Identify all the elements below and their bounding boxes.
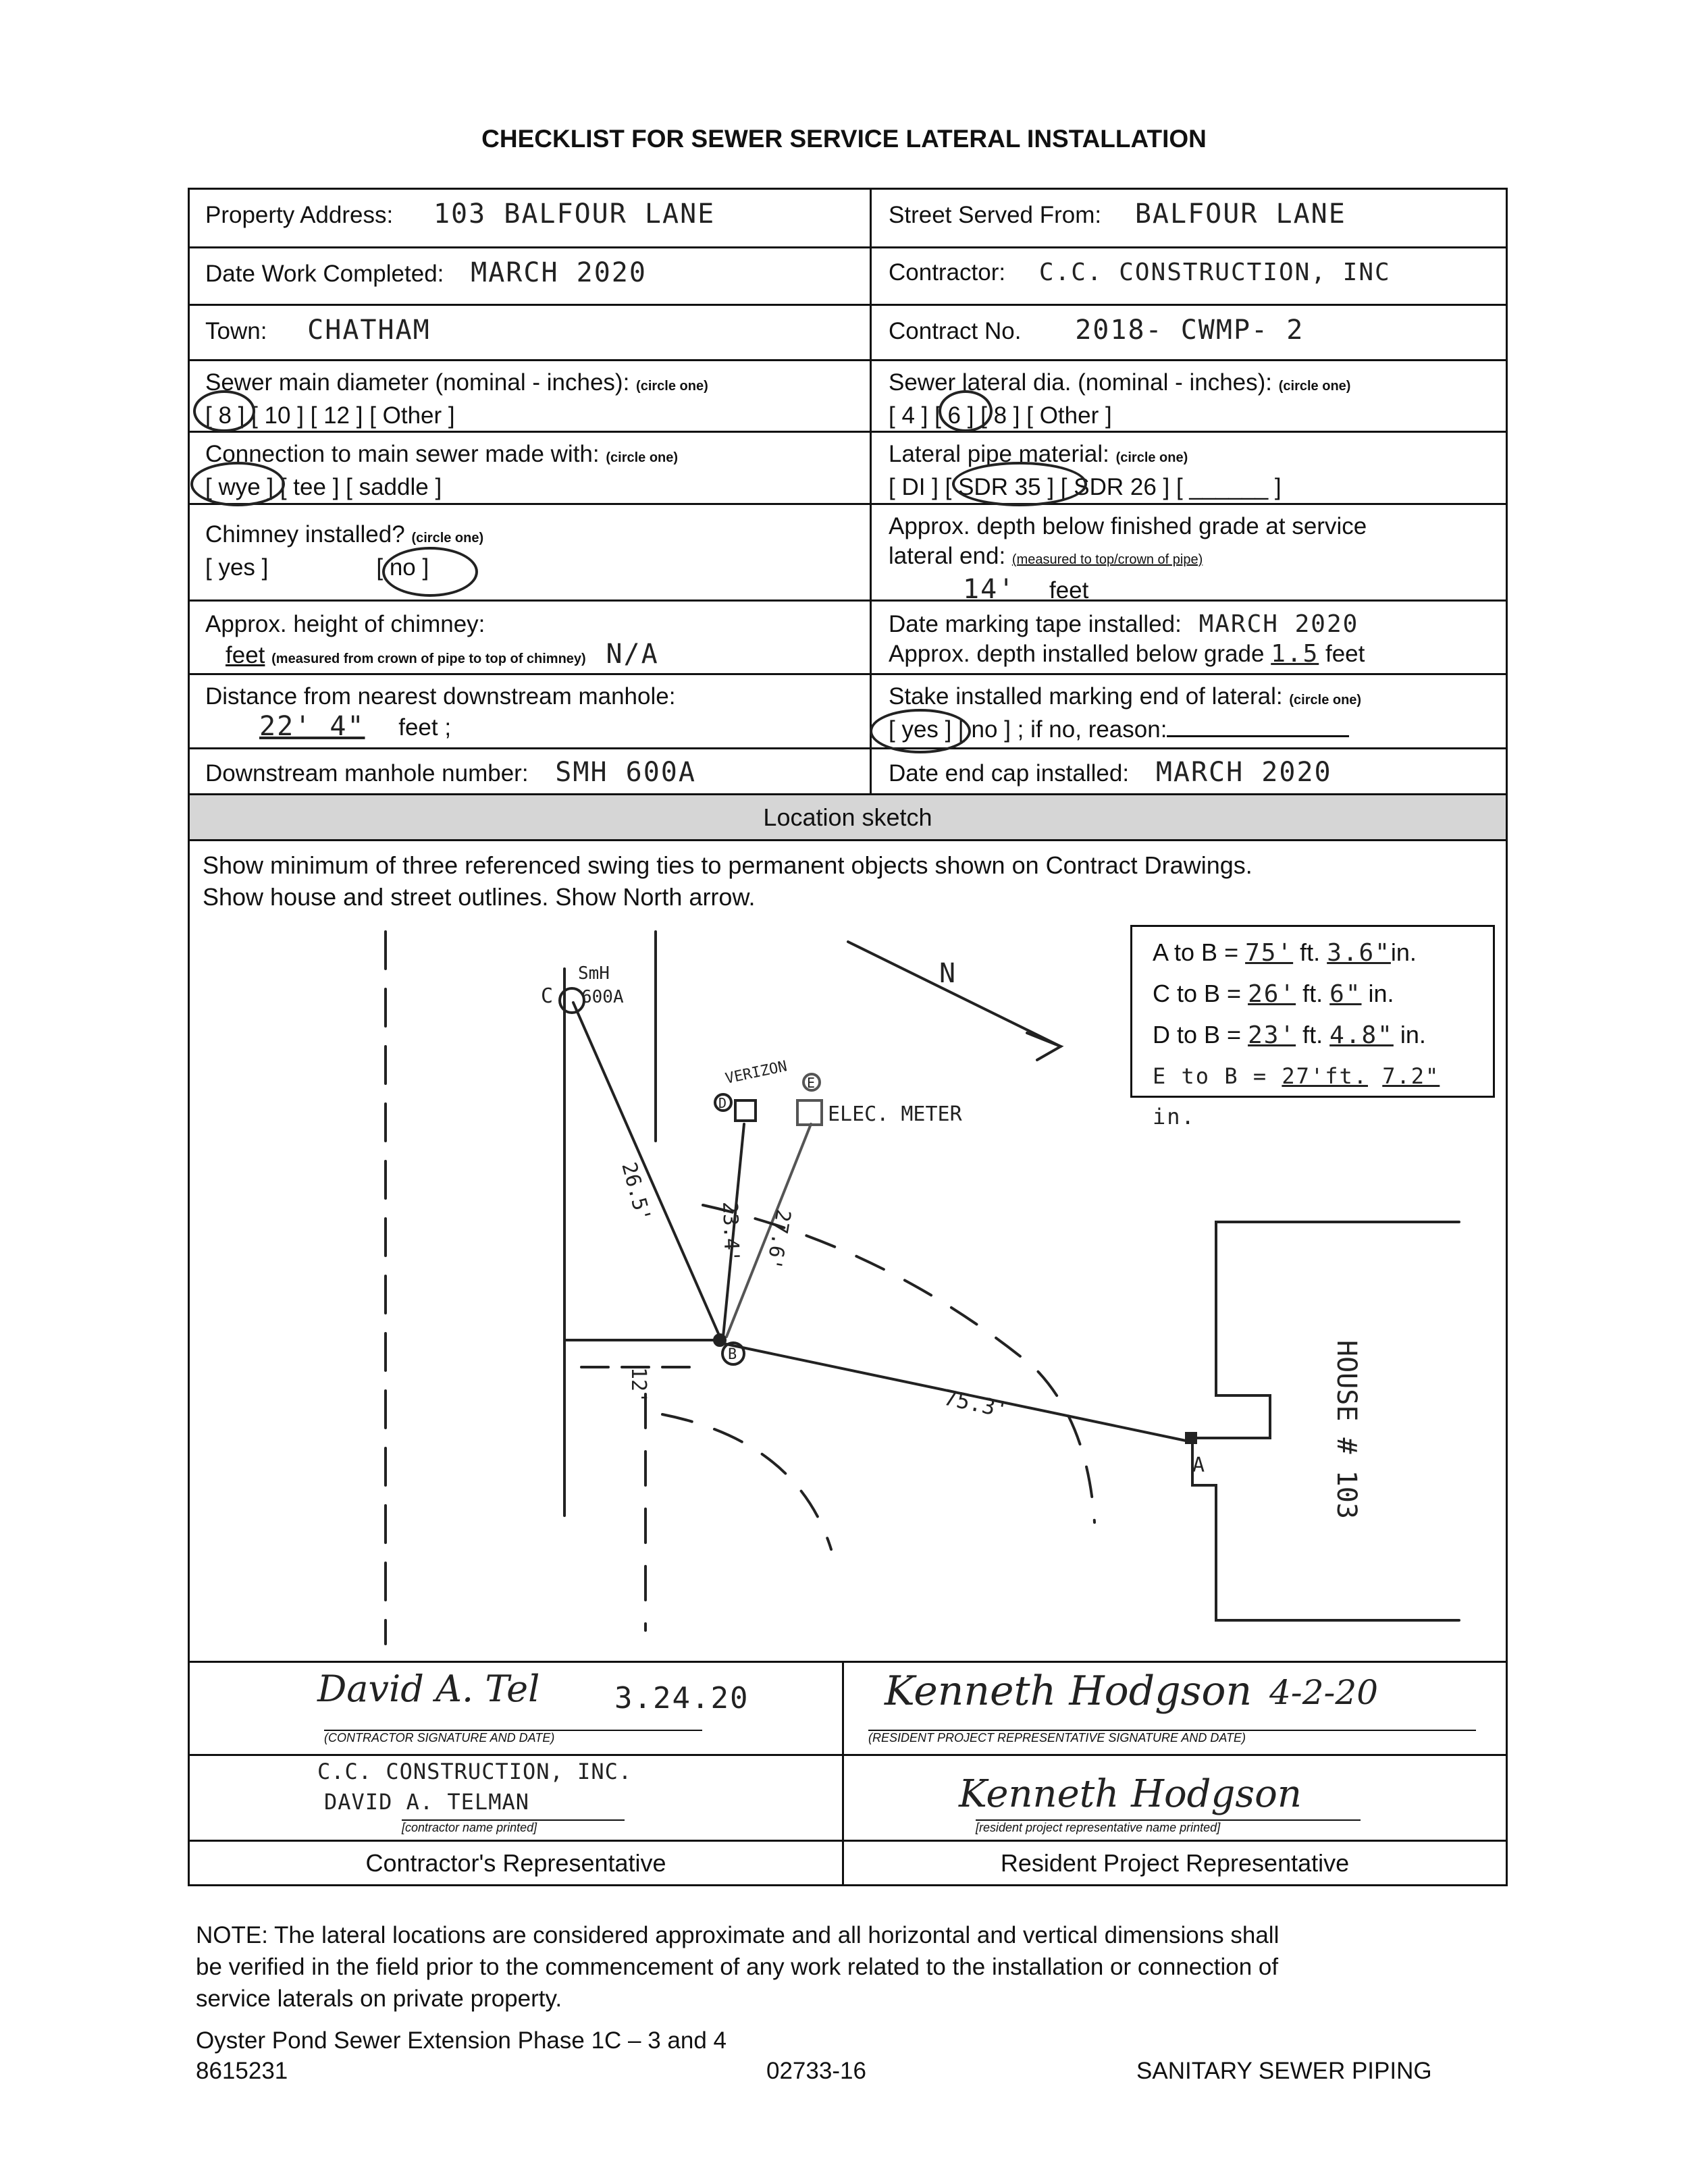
main-diameter-label: Sewer main diameter (nominal - inches): xyxy=(205,369,630,396)
date-completed-row xyxy=(189,251,864,296)
tie-label: D to B = xyxy=(1153,1021,1242,1048)
circled-6-mark xyxy=(939,390,993,432)
tie-in: 7.2" xyxy=(1382,1063,1440,1089)
sketch-header: Location sketch xyxy=(190,795,1506,839)
e-label: E xyxy=(807,1075,816,1091)
street-served-row xyxy=(872,192,1507,237)
driveway-curve-lower xyxy=(662,1414,831,1549)
tape-date-value: MARCH 2020 xyxy=(1198,610,1359,638)
depth-note: (measured to top/crown of pipe) xyxy=(1011,552,1203,567)
main-diameter-options: [ 8 ] [ 10 ] [ 12 ] [ Other ] xyxy=(205,402,455,429)
dist-753-label: 75.3' xyxy=(941,1384,1011,1423)
rpr-sign-date: 4-2-20 xyxy=(1269,1673,1379,1712)
contractor-rep-label: Contractor's Representative xyxy=(365,1849,666,1877)
chimney-row xyxy=(189,513,864,589)
c-label: C xyxy=(541,984,554,1008)
contractor-name-line-1: C.C. CONSTRUCTION, INC. xyxy=(317,1759,633,1784)
point-b-dot xyxy=(714,1335,725,1346)
dist-276-label: 27.6' xyxy=(761,1207,795,1272)
tie-in: 4.8" xyxy=(1329,1021,1394,1049)
tape-date-label: Date marking tape installed: xyxy=(889,611,1182,637)
tie-ft: 75' xyxy=(1245,939,1294,967)
driveway-curve-upper xyxy=(703,1205,1094,1522)
location-sketch xyxy=(190,841,1506,1659)
tie-in: 3.6" xyxy=(1327,939,1391,967)
rpr-name-caption: [resident project representative name printed] xyxy=(976,1819,1361,1835)
depth-label-1: Approx. depth below finished grade at service xyxy=(889,513,1367,539)
chimney-label: Chimney installed? xyxy=(205,521,405,548)
elec-meter-label: ELEC. METER xyxy=(828,1102,962,1126)
a-label: A xyxy=(1192,1454,1205,1477)
town-value: CHATHAM xyxy=(307,315,431,346)
depth-row xyxy=(872,505,1507,612)
distance-label: Distance from nearest downstream manhole: xyxy=(205,683,676,710)
contractor-label: Contractor: xyxy=(889,259,1006,286)
chimney-height-note: (measured from crown of pipe to top of chimney) xyxy=(271,651,586,666)
lateral-dia-options: [ 4 ] [ 6 ] [ 8 ] [ Other ] xyxy=(889,402,1112,429)
contract-no-value: 2018- CWMP- 2 xyxy=(1075,315,1304,346)
tie-in-unit: in. xyxy=(1390,938,1417,966)
contractor-name-line-2: DAVID A. TELMAN xyxy=(324,1789,529,1815)
note-block xyxy=(196,1919,1279,2015)
rpr-rep-label: Resident Project Representative xyxy=(1000,1849,1350,1877)
rpr-printed-name: Kenneth Hodgson xyxy=(959,1772,1302,1816)
tie-label: A to B = xyxy=(1153,938,1239,966)
stake-label: Stake installed marking end of lateral: xyxy=(889,683,1283,710)
elec-meter-box xyxy=(797,1100,822,1125)
chimney-yes: [ yes ] xyxy=(205,554,269,581)
manhole-value: SMH 600A xyxy=(555,757,696,788)
circle-one-note: (circle one) xyxy=(411,531,484,545)
circled-no-mark xyxy=(382,547,478,597)
tie-in-unit: in. xyxy=(1400,1021,1426,1048)
footer-project: Oyster Pond Sewer Extension Phase 1C – 3 and 4 xyxy=(196,2027,727,2054)
contract-no-label: Contract No. xyxy=(889,318,1022,344)
b-label: B xyxy=(728,1346,737,1363)
rpr-signature: Kenneth Hodgson xyxy=(885,1668,1252,1715)
verizon-box xyxy=(735,1100,756,1121)
dist-265-label: 26.5' xyxy=(616,1160,656,1225)
end-cap-label: Date end cap installed: xyxy=(889,760,1130,787)
property-address-value: 103 BALFOUR LANE xyxy=(433,198,716,230)
connection-row xyxy=(189,433,864,509)
date-completed-label: Date Work Completed: xyxy=(205,261,444,287)
distance-unit: feet ; xyxy=(398,714,452,741)
chimney-height-value: N/A xyxy=(606,639,659,670)
circled-wye-mark xyxy=(190,462,285,506)
circle-one-note: (circle one) xyxy=(606,450,679,465)
circle-one-note: (circle one) xyxy=(1289,693,1362,708)
tie-ft: 26' xyxy=(1248,980,1296,1008)
footer-category: SANITARY SEWER PIPING xyxy=(1136,2058,1432,2084)
contractor-sig-caption: (CONTRACTOR SIGNATURE AND DATE) xyxy=(324,1730,702,1745)
street-served-label: Street Served From: xyxy=(889,202,1102,228)
sketch-instructions-line-1: Show minimum of three referenced swing ties to permanent objects shown on Contract Drawings. xyxy=(203,851,1252,879)
chimney-height-label: Approx. height of chimney: xyxy=(205,611,485,637)
house-label: HOUSE # 103 xyxy=(1331,1340,1362,1519)
depth-value: 14' xyxy=(963,574,1016,605)
note-line-3: service laterals on private property. xyxy=(196,1986,562,2012)
tie-label: C to B = xyxy=(1153,980,1242,1007)
end-cap-row xyxy=(872,751,1507,795)
lateral-material-options: [ DI ] [ SDR 35 ] [ SDR 26 ] [ ______ ] xyxy=(889,474,1282,500)
sketch-instructions-line-2: Show house and street outlines. Show North arrow. xyxy=(203,883,756,911)
town-row xyxy=(189,309,864,353)
smh-id-label: 600A xyxy=(581,987,624,1007)
document-title: CHECKLIST FOR SEWER SERVICE LATERAL INSTALLATION xyxy=(481,125,1207,153)
circled-yes-mark xyxy=(870,709,971,753)
tie-c-b xyxy=(573,1003,720,1337)
lateral-material-label: Lateral pipe material: xyxy=(889,441,1109,467)
connection-options: [ wye ] [ tee ] [ saddle ] xyxy=(205,474,442,500)
lateral-dia-label: Sewer lateral dia. (nominal - inches): xyxy=(889,369,1273,396)
d-label: D xyxy=(718,1095,727,1111)
contractor-row xyxy=(872,251,1507,294)
chimney-no: [ no ] xyxy=(376,554,429,581)
dist-12-label: 12' xyxy=(627,1367,650,1404)
contractor-sign-date: 3.24.20 xyxy=(614,1681,749,1715)
note-line-1: NOTE: The lateral locations are considered approximate and all horizontal and vertical dimensions shall xyxy=(196,1922,1280,1948)
circle-one-note: (circle one) xyxy=(1278,379,1351,394)
note-line-2: be verified in the field prior to the commencement of any work related to the installation or connection of xyxy=(196,1954,1279,1980)
tie-ft: 27'ft. xyxy=(1282,1063,1368,1089)
depth-unit: feet xyxy=(1049,577,1089,604)
end-cap-value: MARCH 2020 xyxy=(1155,757,1332,788)
tie-ft-unit: ft. xyxy=(1302,980,1323,1007)
contractor-value: C.C. CONSTRUCTION, INC xyxy=(1038,259,1391,286)
tie-in-unit: in. xyxy=(1368,980,1394,1007)
main-diameter-row xyxy=(189,361,864,437)
chimney-height-unit: feet xyxy=(226,642,265,668)
street-served-value: BALFOUR LANE xyxy=(1134,198,1346,230)
tie-ft: 23' xyxy=(1248,1021,1296,1049)
town-label: Town: xyxy=(205,318,267,344)
circle-one-note: (circle one) xyxy=(1115,450,1188,465)
tie-label: E to B = xyxy=(1153,1063,1268,1089)
manhole-label: Downstream manhole number: xyxy=(205,760,529,787)
depth-label-2: lateral end: xyxy=(889,543,1006,569)
tape-depth-label: Approx. depth installed below grade xyxy=(889,641,1265,667)
manhole-row xyxy=(189,751,864,795)
circled-8-mark xyxy=(193,390,255,432)
verizon-label: VERIZON xyxy=(724,1058,789,1088)
stake-row xyxy=(872,675,1507,751)
footer-section: 02733-16 xyxy=(766,2058,866,2084)
tie-ft-unit: ft. xyxy=(1302,1021,1323,1048)
distance-value: 22' 4" xyxy=(259,711,365,742)
stake-options: [ yes ] [ no ] ; if no, reason: xyxy=(889,716,1167,743)
tape-row xyxy=(872,603,1507,676)
dist-234-label: 23.4' xyxy=(718,1201,744,1263)
property-address-label: Property Address: xyxy=(205,202,394,228)
tie-in: 6" xyxy=(1329,980,1362,1008)
distance-row xyxy=(189,675,864,749)
contractor-signature: David A. Tel xyxy=(317,1668,540,1710)
tape-depth-value: 1.5 xyxy=(1271,640,1319,668)
smh-label: SmH xyxy=(578,963,610,984)
house-outline xyxy=(1192,1222,1459,1620)
contractor-name-caption: [contractor name printed] xyxy=(402,1819,625,1835)
tie-ft-unit: ft. xyxy=(1300,938,1321,966)
circle-one-note: (circle one) xyxy=(636,379,708,394)
contract-no-row xyxy=(872,309,1507,353)
chimney-height-row xyxy=(189,603,864,681)
marker-a xyxy=(1186,1433,1196,1443)
property-address-row xyxy=(189,192,864,237)
date-completed-value: MARCH 2020 xyxy=(471,257,647,288)
footer-number: 8615231 xyxy=(196,2058,288,2084)
connection-label: Connection to main sewer made with: xyxy=(205,441,600,467)
circled-sdr35-mark xyxy=(952,462,1087,506)
rpr-sig-caption: (RESIDENT PROJECT REPRESENTATIVE SIGNATURE AND DATE) xyxy=(868,1730,1476,1745)
north-label: N xyxy=(939,958,956,989)
tape-depth-unit: feet xyxy=(1325,641,1365,667)
tie-in-unit: in. xyxy=(1153,1104,1196,1129)
